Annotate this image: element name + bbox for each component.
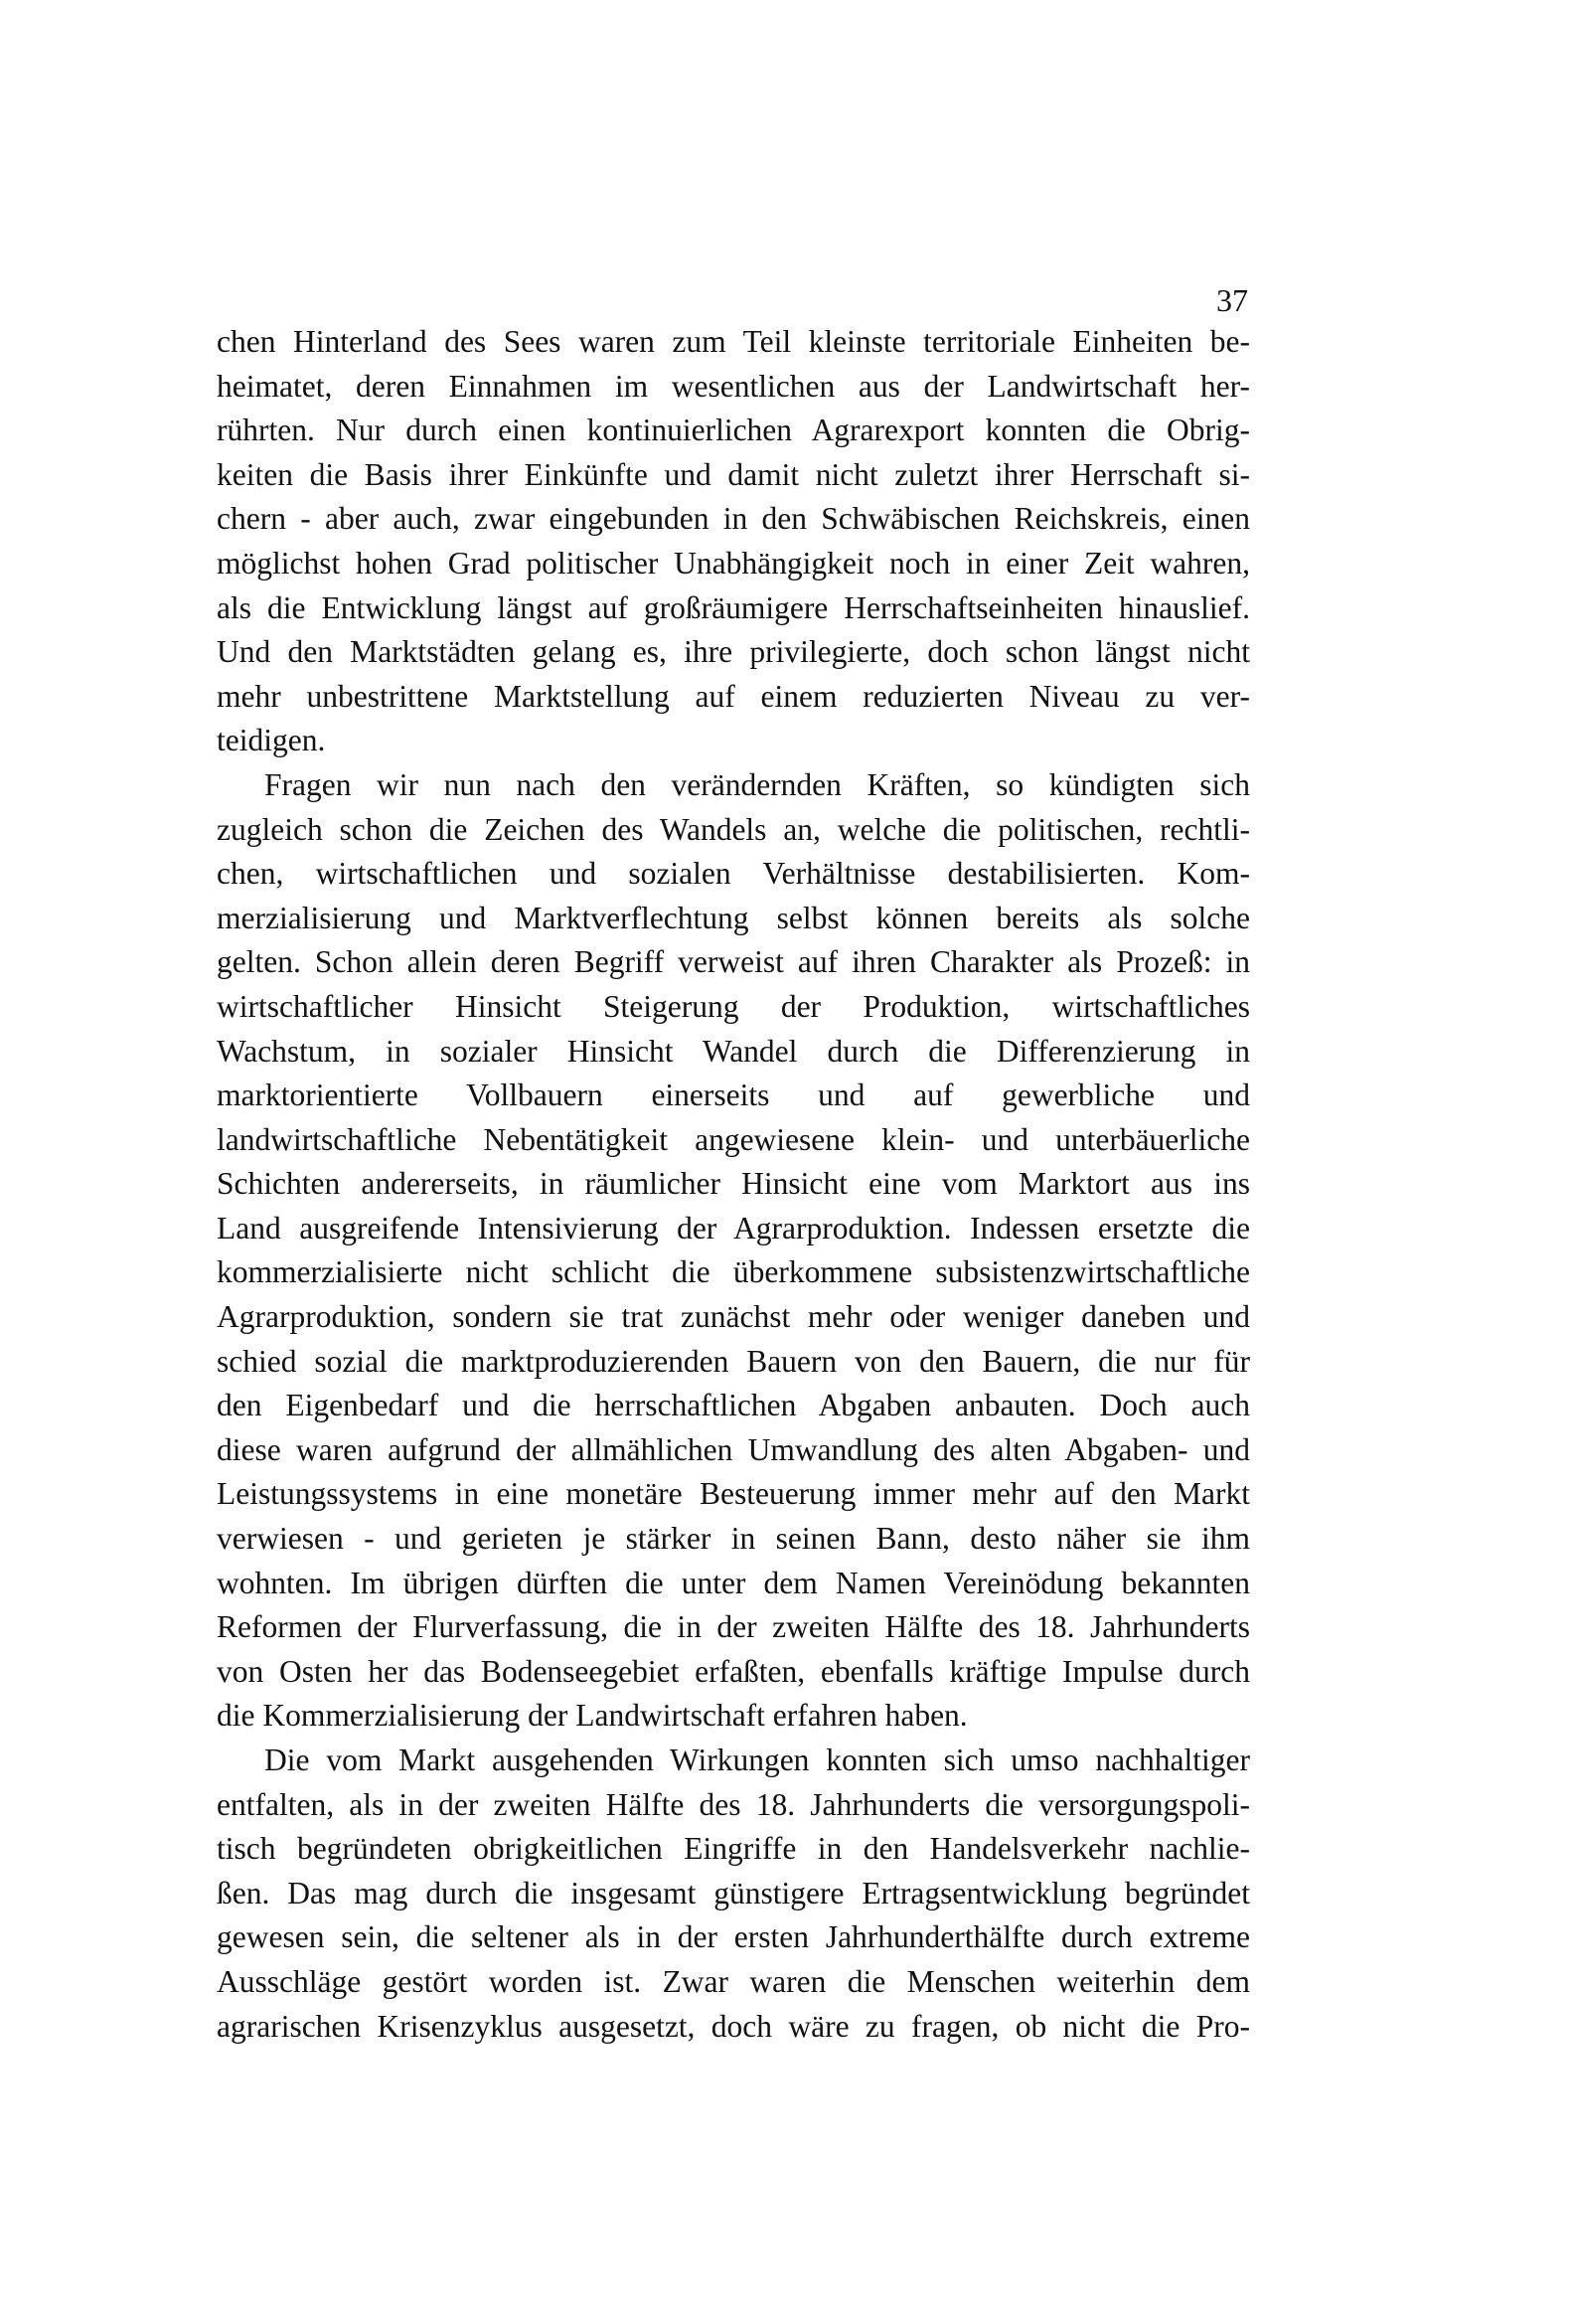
text-line: diese waren aufgrund der allmählichen Umwandlung des alten Abgaben- und: [217, 1431, 1250, 1467]
text-line: Agrarproduktion, sondern sie trat zunächst mehr oder weniger daneben und: [217, 1299, 1250, 1335]
text-line: wohnten. Im übrigen dürften die unter dem Namen Vereinödung bekannten: [217, 1565, 1250, 1600]
text-line: marktorientierte Vollbauern einerseits und auf gewerbliche und: [217, 1078, 1250, 1113]
text-line: schied sozial die marktproduzierenden Bauern von den Bauern, die nur für: [217, 1343, 1250, 1379]
text-line: Leistungssystems in eine monetäre Besteuerung immer mehr auf den Markt: [217, 1476, 1250, 1512]
text-line: Und den Marktstädten gelang es, ihre privilegierte, doch schon längst nicht: [217, 634, 1250, 670]
text-line: Land ausgreifende Intensivierung der Agrarproduktion. Indessen ersetzte die: [217, 1210, 1250, 1245]
text-line: entfalten, als in der zweiten Hälfte des 18. Jahrhunderts die versorgungspoli-: [217, 1786, 1250, 1822]
text-line: verwiesen - und gerieten je stärker in seinen Bann, desto näher sie ihm: [217, 1521, 1250, 1557]
text-line: mehr unbestrittene Marktstellung auf einem reduzierten Niveau zu ver-: [217, 678, 1250, 714]
paragraph-3: [217, 1739, 1250, 2049]
text-line: Ausschläge gestört worden ist. Zwar waren die Menschen weiterhin dem: [217, 1963, 1250, 1999]
text-line: Reformen der Flurverfassung, die in der zweiten Hälfte des 18. Jahrhunderts: [217, 1609, 1250, 1645]
text-line: chen Hinterland des Sees waren zum Teil kleinste territoriale Einheiten be-: [217, 324, 1250, 359]
text-line: Fragen wir nun nach den verändernden Kräften, so kündigten sich: [264, 766, 1250, 802]
text-line: möglichst hohen Grad politischer Unabhängigkeit noch in einer Zeit wahren,: [217, 545, 1250, 581]
text-line: den Eigenbedarf und die herrschaftlichen Abgaben anbauten. Doch auch: [217, 1388, 1250, 1423]
text-line: agrarischen Krisenzyklus ausgesetzt, doch wäre zu fragen, ob nicht die Pro-: [217, 2008, 1250, 2044]
text-line: merzialisierung und Marktverflechtung selbst können bereits als solche: [217, 900, 1250, 935]
text-line: ßen. Das mag durch die insgesamt günstigere Ertragsentwicklung begründet: [217, 1875, 1250, 1910]
text-line: wirtschaftlicher Hinsicht Steigerung der Produktion, wirtschaftliches: [217, 988, 1250, 1024]
text-line: Schichten andererseits, in räumlicher Hinsicht eine vom Marktort aus ins: [217, 1166, 1250, 1202]
text-line: heimatet, deren Einnahmen im wesentlichen aus der Landwirtschaft her-: [217, 368, 1250, 404]
text-line: gelten. Schon allein deren Begriff verweist auf ihren Charakter als Prozeß: in: [217, 944, 1250, 980]
text-line: als die Entwicklung längst auf großräumigere Herrschaftseinheiten hinauslief.: [217, 589, 1250, 625]
text-line: keiten die Basis ihrer Einkünfte und damit nicht zuletzt ihrer Herrschaft si-: [217, 456, 1250, 492]
text-line: die Kommerzialisierung der Landwirtschaft erfahren haben.: [217, 1698, 968, 1734]
text-line: tisch begründeten obrigkeitlichen Eingriffe in den Handelsverkehr nachlie-: [217, 1831, 1250, 1867]
page-number: 37: [1216, 282, 1248, 318]
paragraph-1: [217, 320, 1250, 763]
text-line: Wachstum, in sozialer Hinsicht Wandel durch die Differenzierung in: [217, 1033, 1250, 1069]
text-line: rührten. Nur durch einen kontinuierlichen Agrarexport konnten die Obrig-: [217, 413, 1250, 448]
text-line: chern - aber auch, zwar eingebunden in den Schwäbischen Reichskreis, einen: [217, 501, 1250, 537]
text-line: kommerzialisierte nicht schlicht die überkommene subsistenzwirtschaftliche: [217, 1254, 1250, 1290]
text-line: gewesen sein, die seltener als in der ersten Jahrhunderthälfte durch extreme: [217, 1919, 1250, 1955]
text-line: chen, wirtschaftlichen und sozialen Verhältnisse destabilisierten. Kom-: [217, 856, 1250, 892]
body-text: [217, 320, 1250, 2049]
paragraph-2: [217, 763, 1250, 1739]
text-line: zugleich schon die Zeichen des Wandels an, welche die politischen, rechtli-: [217, 811, 1250, 847]
text-line: von Osten her das Bodenseegebiet erfaßten, ebenfalls kräftige Impulse durch: [217, 1653, 1250, 1689]
text-line: Die vom Markt ausgehenden Wirkungen konnten sich umso nachhaltiger: [264, 1743, 1250, 1777]
text-line: landwirtschaftliche Nebentätigkeit angewiesene klein- und unterbäuerliche: [217, 1121, 1250, 1157]
text-line: teidigen.: [217, 723, 326, 758]
